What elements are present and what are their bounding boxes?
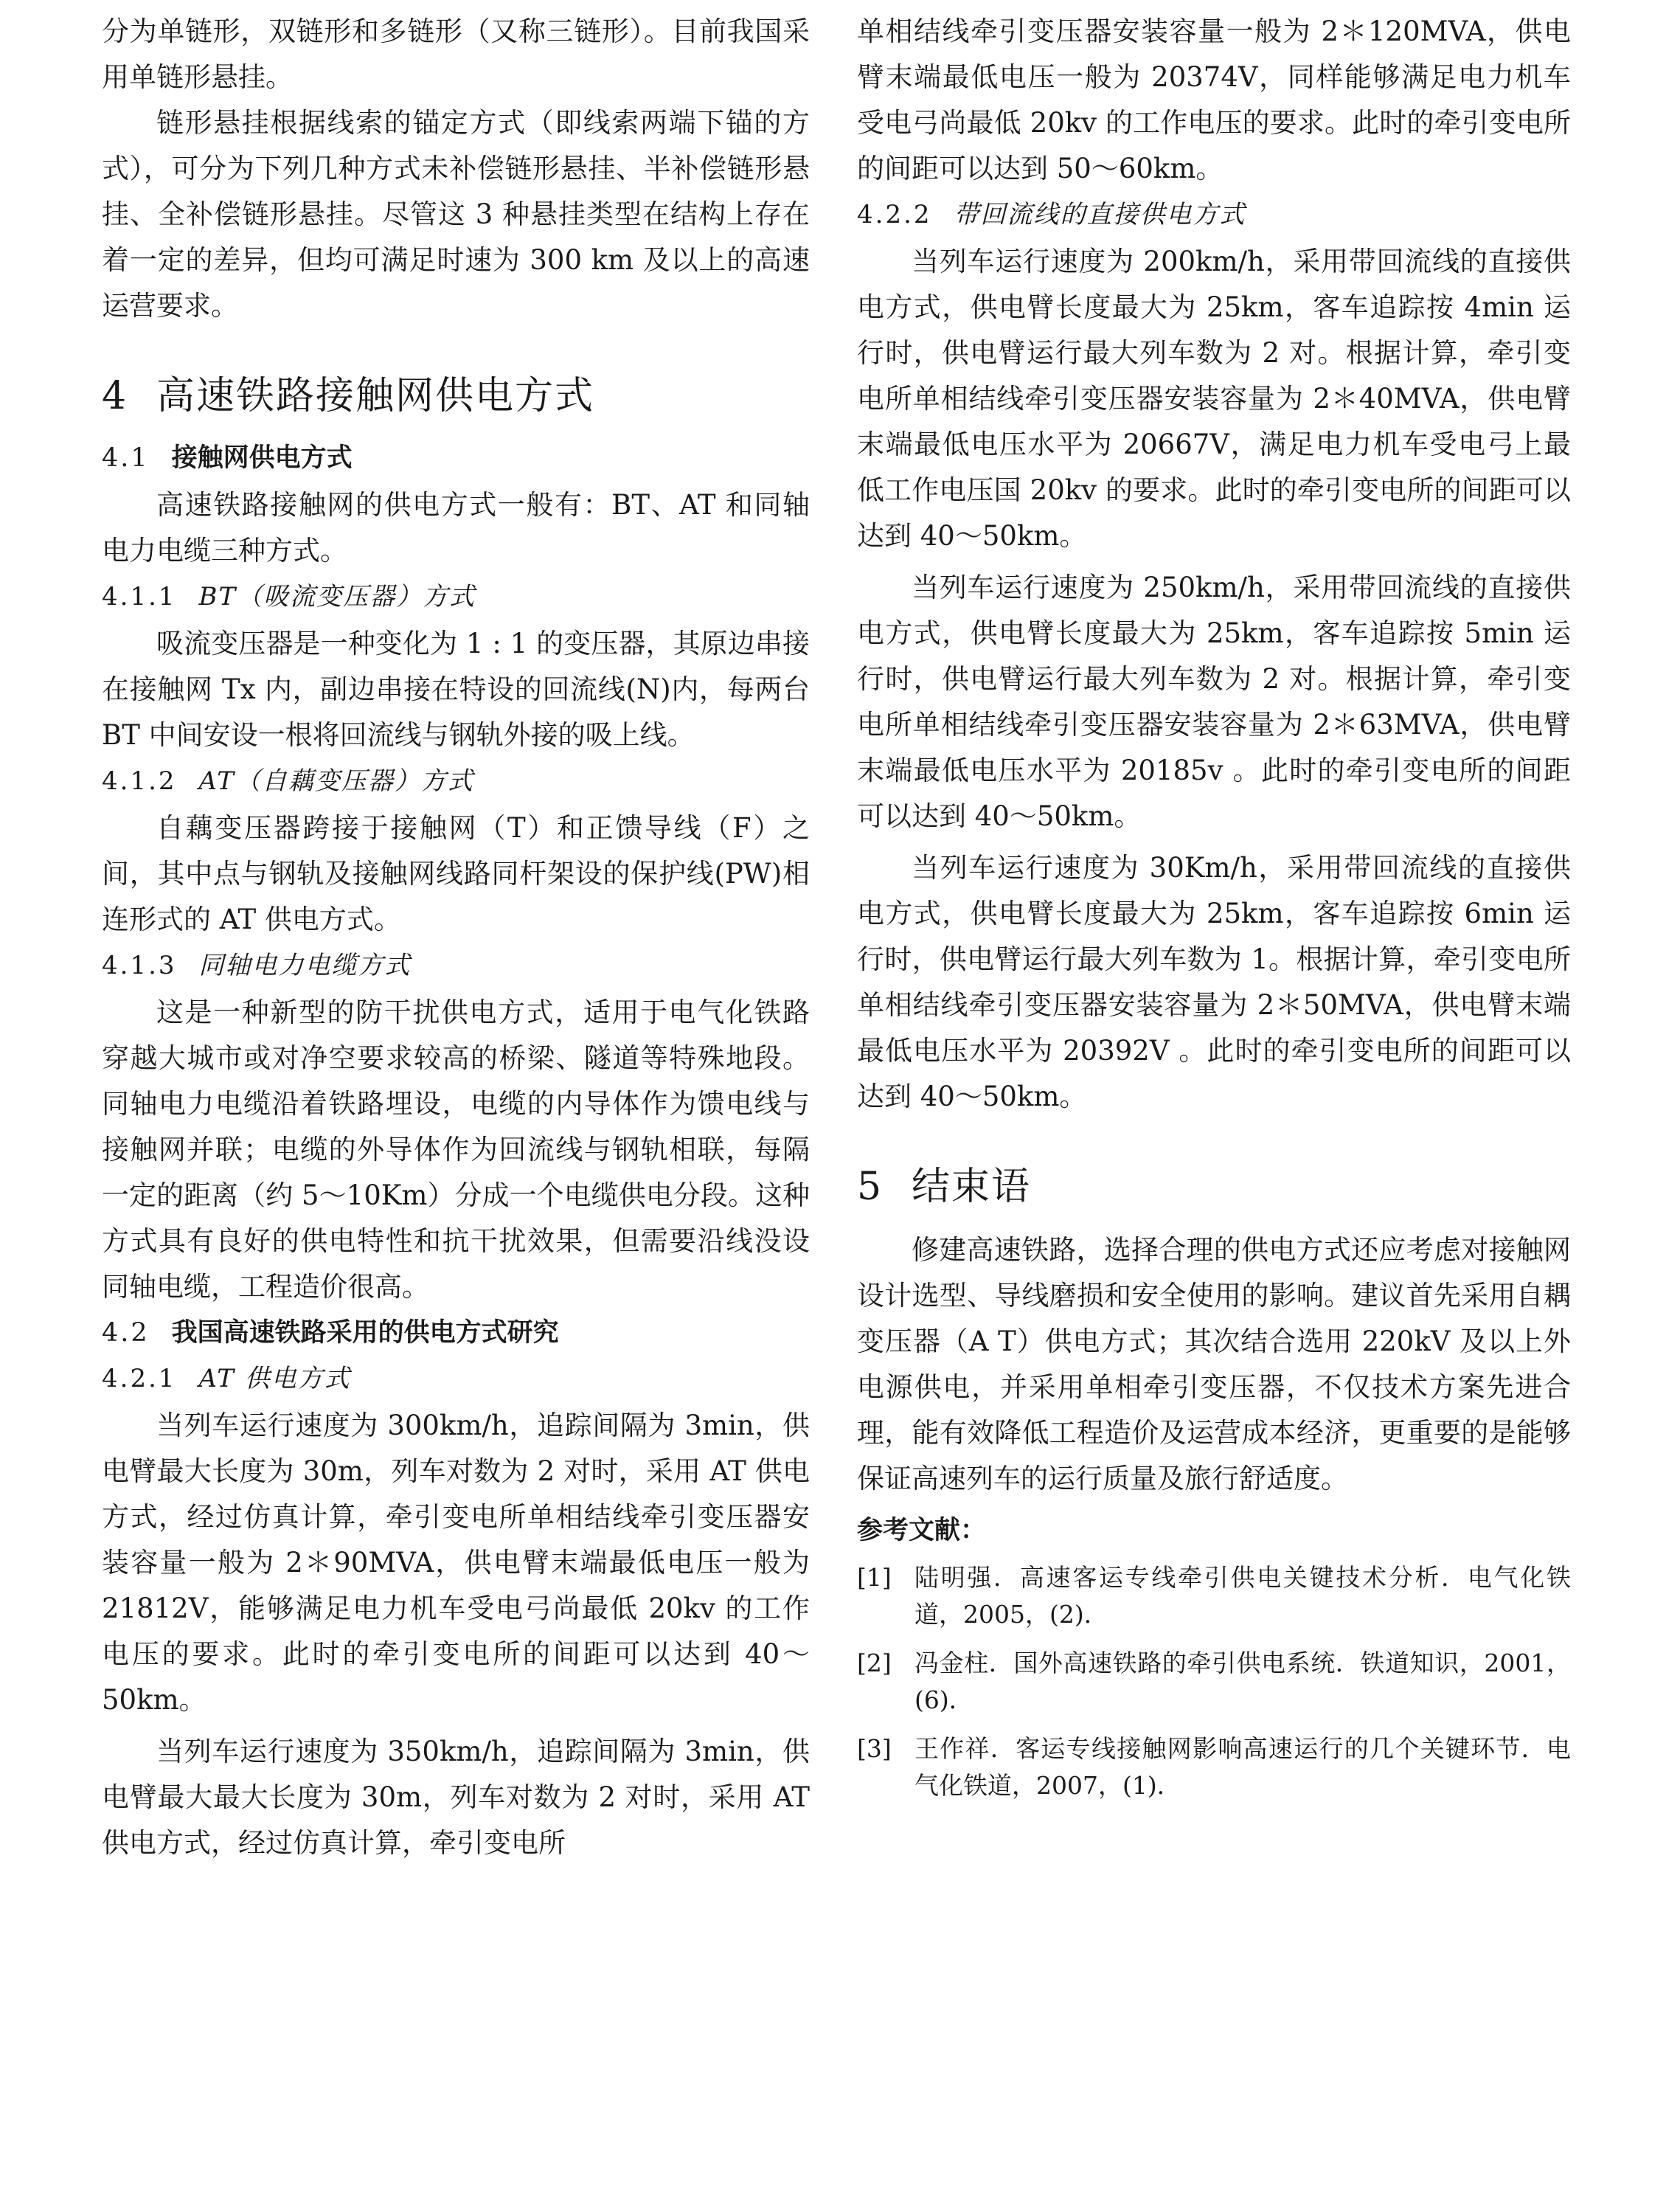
- reference-index: [1]: [857, 1563, 892, 1592]
- subsection-number: 4.2: [102, 1318, 150, 1348]
- section-title: 高速铁路接触网供电方式: [156, 374, 595, 418]
- reference-text: 陆明强．高速客运专线牵引供电关键技术分析．电气化铁道，2005，(2)．: [914, 1563, 1571, 1629]
- subsection-number: 4.2.1: [102, 1364, 177, 1393]
- subsection-heading-4-2-1: [102, 1357, 810, 1400]
- left-column: [102, 9, 810, 1866]
- paragraph: 链形悬挂根据线索的锚定方式（即线索两端下锚的方式），可分为下列几种方式未补偿链形悬挂、半补偿链形悬挂、全补偿链形悬挂。尽管这 3 种悬挂类型在结构上存在着一定的差异，但均可满足时速为 300 km 及以上的高速运营要求。: [102, 107, 810, 322]
- subsection-title: 我国高速铁路采用的供电方式研究: [171, 1317, 559, 1348]
- subsection-heading-4-1: [102, 437, 810, 479]
- paragraph: 单相结线牵引变压器安装容量一般为 2＊120MVA，供电臂末端最低电压一般为 20374V，同样能够满足电力机车受电弓尚最低 20kv 的工作电压的要求。此时的牵引变电所的间距可以达到 50～60km。: [857, 15, 1571, 184]
- section-number: 5: [857, 1165, 884, 1209]
- reference-text: 王作祥．客运专线接触网影响高速运行的几个关键环节．电气化铁道，2007，(1)．: [914, 1734, 1571, 1800]
- paragraph: 这是一种新型的防干扰供电方式，适用于电气化铁路穿越大城市或对净空要求较高的桥梁、隧道等特殊地段。同轴电力电缆沿着铁路埋设，电缆的内导体作为馈电线与接触网并联；电缆的外导体作为回流线与钢轨相联，每隔一定的距离（约 5～10Km）分成一个电缆供电分段。这种方式具有良好的供电特性和抗干扰效果，但需要沿线没设同轴电缆，工程造价很高。: [102, 997, 810, 1303]
- references-title: 参考文献：: [857, 1515, 987, 1545]
- subsection-title: AT 供电方式: [198, 1364, 351, 1393]
- paragraph: 自藕变压器跨接于接触网（T）和正馈导线（F）之间，其中点与钢轨及接触网线路同杆架设的保护线(PW)相连形式的 AT 供电方式。: [102, 812, 810, 935]
- subsection-heading-4-1-2: [102, 760, 810, 803]
- paragraph: 当列车运行速度为 200km/h，采用带回流线的直接供电方式，供电臂长度最大为 25km，客车追踪按 4min 运行时，供电臂运行最大列车数为 2 对。根据计算，牵引变电所单相结线牵引变压器安装容量为 2＊40MVA，供电臂末端最低电压水平为 20667V，满足电力机车受电弓上最低工作电压国 20kv 的要求。此时的牵引变电所的间距可以达到 40～50km。: [857, 246, 1571, 552]
- reference-index: [3]: [857, 1734, 892, 1763]
- right-column: [857, 9, 1571, 1816]
- subsection-heading-4-2-2: [857, 193, 1571, 236]
- reference-text: 冯金柱．国外高速铁路的牵引供电系统．铁道知识，2001，(6)．: [914, 1649, 1571, 1714]
- paragraph: 修建高速铁路，选择合理的供电方式还应考虑对接触网设计选型、导线磨损和安全使用的影响。建议首先采用自耦变压器（A T）供电方式；其次结合选用 220kV 及以上外电源供电，并采用单相牵引变压器，不仅技术方案先进合理，能有效降低工程造价及运营成本经济，更重要的是能够保证高速列车的运行质量及旅行舒适度。: [857, 1234, 1571, 1494]
- section-title: 结束语: [912, 1165, 1032, 1209]
- paragraph: 分为单链形，双链形和多链形（又称三链形）。目前我国采用单链形悬挂。: [102, 15, 810, 93]
- paragraph: 当列车运行速度为 350km/h，追踪间隔为 3min，供电臂最大最大长度为 30m，列车对数为 2 对时，采用 AT 供电方式，经过仿真计算，牵引变电所: [102, 1736, 810, 1859]
- subsection-title: BT（吸流变压器）方式: [198, 582, 476, 611]
- section-number: 4: [102, 374, 128, 418]
- section-heading-4: [102, 372, 810, 420]
- subsection-title: AT（自藕变压器）方式: [198, 766, 474, 796]
- subsection-heading-4-2: [102, 1311, 810, 1354]
- reference-item: [857, 1730, 1571, 1804]
- subsection-number: 4.1.1: [102, 582, 177, 611]
- subsection-number: 4.2.2: [857, 200, 932, 229]
- paragraph: 吸流变压器是一种变化为 1 : 1 的变压器，其原边串接在接触网 Tx 内，副边串接在特设的回流线(N)内，每两台 BT 中间安设一根将回流线与钢轨外接的吸上线。: [102, 628, 810, 751]
- subsection-number: 4.1.3: [102, 951, 177, 980]
- subsection-heading-4-1-1: [102, 575, 810, 618]
- subsection-number: 4.1.2: [102, 766, 177, 796]
- paragraph: 当列车运行速度为 300km/h，追踪间隔为 3min，供电臂最大长度为 30m，列车对数为 2 对时，采用 AT 供电方式，经过仿真计算，牵引变电所单相结线牵引变压器安装容量一般为 2＊90MVA，供电臂末端最低电压一般为 21812V，能够满足电力机车受电弓尚最低 20kv 的工作电压的要求。此时的牵引变电所的间距可以达到 40～50km。: [102, 1410, 810, 1716]
- reference-item: [857, 1559, 1571, 1633]
- subsection-heading-4-1-3: [102, 944, 810, 987]
- paragraph: 当列车运行速度为 250km/h，采用带回流线的直接供电方式，供电臂长度最大为 25km，客车追踪按 5min 运行时，供电臂运行最大列车数为 2 对。根据计算，牵引变电所单相结线牵引变压器安装容量为 2＊63MVA，供电臂末端最低电压水平为 20185v 。此时的牵引变电所的间距可以达到 40～50km。: [857, 572, 1571, 832]
- subsection-title: 接触网供电方式: [171, 443, 353, 473]
- section-heading-5: [857, 1162, 1571, 1211]
- subsection-number: 4.1: [102, 443, 150, 473]
- reference-index: [2]: [857, 1649, 892, 1677]
- reference-item: [857, 1645, 1571, 1719]
- paragraph: 高速铁路接触网的供电方式一般有：BT、AT 和同轴电力电缆三种方式。: [102, 489, 810, 566]
- paragraph: 当列车运行速度为 30Km/h，采用带回流线的直接供电方式，供电臂长度最大为 25km，客车追踪按 6min 运行时，供电臂运行最大列车数为 1。根据计算，牵引变电所单相结线牵引变压器安装容量为 2＊50MVA，供电臂末端最低电压水平为 20392V 。此时的牵引变电所的间距可以达到 40～50km。: [857, 852, 1571, 1112]
- subsection-title: 同轴电力电缆方式: [198, 951, 412, 980]
- subsection-title: 带回流线的直接供电方式: [954, 200, 1246, 229]
